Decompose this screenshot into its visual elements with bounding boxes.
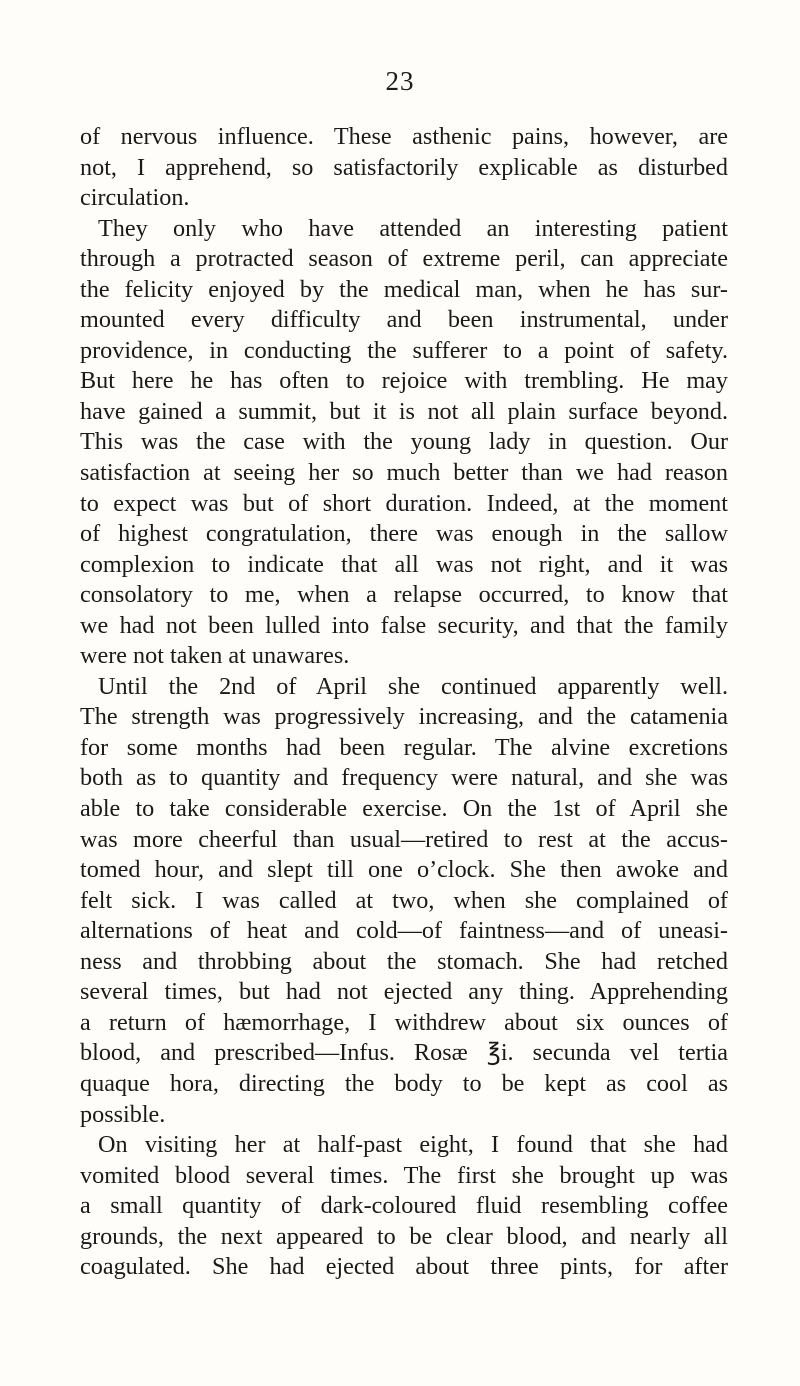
text-line: The strength was progressively increasing, and the catamenia — [80, 703, 728, 731]
text-line: ness and throbbing about the stomach. She had retched — [80, 947, 728, 975]
text-line: was more cheerful than usual—retired to rest at the accus- — [80, 825, 728, 853]
text-line: tomed hour, and slept till one o’clock. She then awoke and — [80, 856, 728, 884]
text-line: On visiting her at half-past eight, I found that she had — [98, 1131, 728, 1159]
text-line: not, I apprehend, so satisfactorily explicable as disturbed — [80, 153, 728, 181]
text-line: for some months had been regular. The alvine excretions — [80, 733, 728, 761]
text-line: But here he has often to rejoice with trembling. He may — [80, 367, 728, 395]
text-line: They only who have attended an interesting patient — [98, 214, 728, 242]
text-line: of highest congratulation, there was enough in the sallow — [80, 520, 728, 548]
text-line: blood, and prescribed—Infus. Rosæ ℥i. secunda vel tertia — [80, 1039, 728, 1067]
text-line: felt sick. I was called at two, when she complained of — [80, 886, 728, 914]
text-line: a small quantity of dark-coloured fluid resembling coffee — [80, 1192, 728, 1220]
text-line: possible. — [80, 1100, 166, 1128]
text-line: quaque hora, directing the body to be kept as cool as — [80, 1069, 728, 1097]
text-line: the felicity enjoyed by the medical man, when he has sur- — [80, 275, 728, 303]
text-line: a return of hæmorrhage, I withdrew about six ounces of — [80, 1008, 728, 1036]
text-line: grounds, the next appeared to be clear blood, and nearly all — [80, 1222, 728, 1250]
text-line: satisfaction at seeing her so much better than we had reason — [80, 459, 728, 487]
text-line: complexion to indicate that all was not right, and it was — [80, 550, 728, 578]
text-line: This was the case with the young lady in question. Our — [80, 428, 728, 456]
text-line: several times, but had not ejected any thing. Apprehending — [80, 978, 728, 1006]
text-line: through a protracted season of extreme peril, can appreciate — [80, 245, 728, 273]
body-text — [80, 122, 728, 1283]
text-line: vomited blood several times. The first she brought up was — [80, 1161, 728, 1189]
text-line: providence, in conducting the sufferer to a point of safety. — [80, 336, 728, 364]
text-line: to expect was but of short duration. Indeed, at the moment — [80, 489, 728, 517]
text-line: Until the 2nd of April she continued apparently well. — [98, 672, 728, 700]
text-line: coagulated. She had ejected about three pints, for after — [80, 1253, 728, 1281]
text-line: we had not been lulled into false security, and that the family — [80, 611, 728, 639]
text-line: both as to quantity and frequency were natural, and she was — [80, 764, 728, 792]
text-line: of nervous influence. These asthenic pains, however, are — [80, 123, 728, 150]
text-line: alternations of heat and cold—of faintness—and of uneasi- — [80, 917, 728, 945]
text-line: consolatory to me, when a relapse occurred, to know that — [80, 581, 728, 609]
text-line: mounted every difficulty and been instrumental, under — [80, 306, 728, 334]
page-number: 23 — [385, 66, 415, 96]
text-line: able to take considerable exercise. On the 1st of April she — [80, 795, 728, 823]
text-line: were not taken at unawares. — [80, 642, 350, 670]
text-line: circulation. — [80, 184, 190, 212]
text-line: have gained a summit, but it is not all plain surface beyond. — [80, 397, 728, 425]
